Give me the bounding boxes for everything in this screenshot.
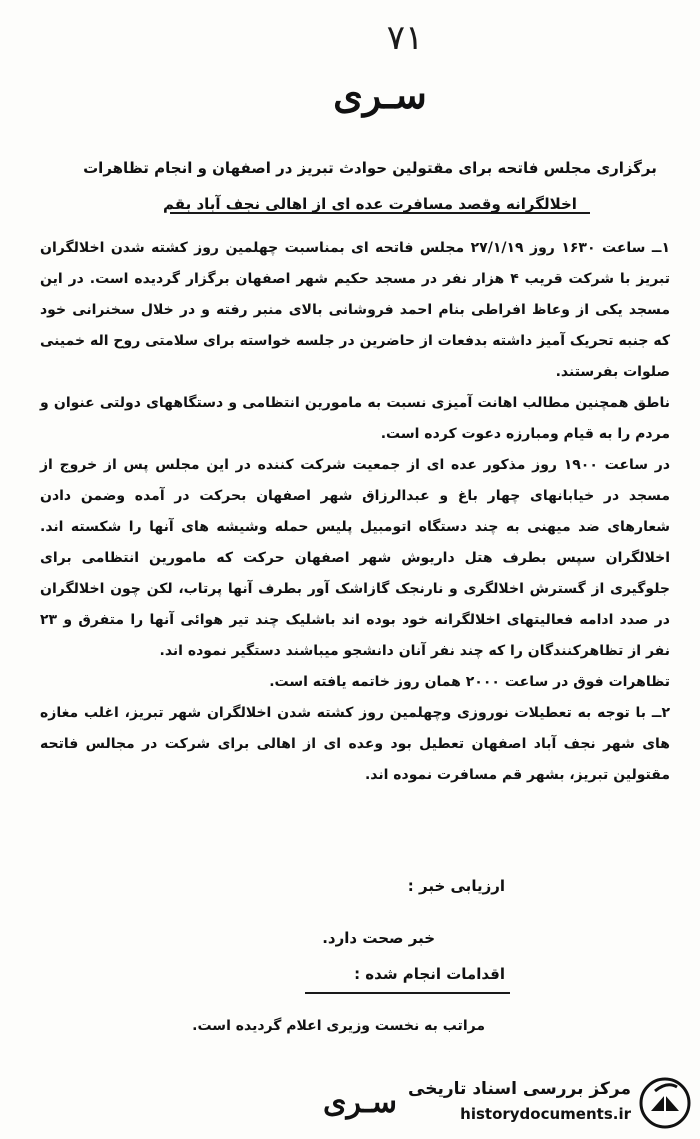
paragraph-2: ناطق همچنین مطالب اهانت آمیزی نسبت به مامورین انتظامی و دستگاههای دولتی عنوان و مردم را به قیام ومبارزه دعوت کرده است. <box>40 395 670 442</box>
paragraph-1: ۱ــ ساعت ۱۶۳۰ روز ۲۷/۱/۱۹ مجلس فاتحه ای بمناسبت چهلمین روز کشته شدن اخلالگران تبریز با شرکت قریب ۴ هزار نفر در مسجد حکیم شهر اصفهان برگزار گردیده است. در این مسجد یکی از وعاظ افراطی بنام احمد فروشانی بالای منبر رفته و در خلال سخنرانی خود که جنبه تحریک آمیز داشته بدفعات از حاضرین در جلسه خواسته برای سلامتی روح اله خمینی صلوات بفرستند. <box>40 240 670 380</box>
actions-taken-heading: اقدامات انجام شده : <box>354 965 505 983</box>
classification-stamp-top: سـری <box>333 72 427 117</box>
news-evaluation-heading: ارزیابی خبر : <box>407 877 505 895</box>
paragraph-5: ۲ــ با توجه به تعطیلات نوروزی وچهلمین روز کشته شدن اخلالگران شهر تبریز، اغلب مغازه های شهر نجف آباد اصفهان تعطیل بود وعده ای از اهالی برای شرکت در مجالس فاتحه مقتولین تبریز، بشهر قم مسافرت نموده اند. <box>40 705 670 783</box>
paragraph-4: تظاهرات فوق در ساعت ۲۰۰۰ همان روز خاتمه یافته است. <box>269 674 670 690</box>
document-body <box>40 233 670 791</box>
title-underline <box>170 212 590 214</box>
watermark-url[interactable]: historydocuments.ir <box>460 1105 631 1123</box>
paragraph-3: در ساعت ۱۹۰۰ روز مذکور عده ای از جمعیت شرکت کننده در این مجلس پس از خروج از مسجد در خیابانهای چهار باغ و عبدالرزاق شهر اصفهان بحرکت در آمده وضمن دادن شعارهای ضد میهنی به چند دستگاه اتومبیل پلیس حمله وشیشه های آنها را شکسته اند. اخلالگران سپس بطرف هتل داریوش شهر اصفهان حرکت که مامورین انتظامی برای جلوگیری از گسترش اخلالگری و نارنجک گازاشک آور بطرف آنها پرتاب، لکن چون اخلالگران در صدد ادامه فعالیتهای اخلالگرانه خود بوده اند باشلیک چند تیر هوائی آنها را متفرق و ۲۳ نفر از تظاهرکنندگان را که چند نفر آنان دانشجو میباشند دستگیر نموده اند. <box>40 457 671 659</box>
watermark[interactable] <box>408 1075 693 1133</box>
closing-statement: مراتب به نخست وزیری اعلام گردیده است. <box>192 1018 485 1034</box>
watermark-title: مرکز بررسی اسناد تاریخی <box>408 1079 631 1099</box>
news-validity-statement: خبر صحت دارد. <box>322 929 435 947</box>
title-line: اخلالگرانه وقصد مسافرت عده ای از اهالی نجف آباد بقم <box>163 195 577 213</box>
title-line: برگزاری مجلس فاتحه برای مقتولین حوادث تبریز در اصفهان و انجام تظاهرات <box>83 159 657 177</box>
book-quill-icon <box>637 1077 693 1129</box>
page-number: ۷۱ <box>386 18 424 58</box>
classification-stamp-bottom: سـری <box>323 1085 397 1120</box>
actions-heading-underline <box>305 992 510 994</box>
